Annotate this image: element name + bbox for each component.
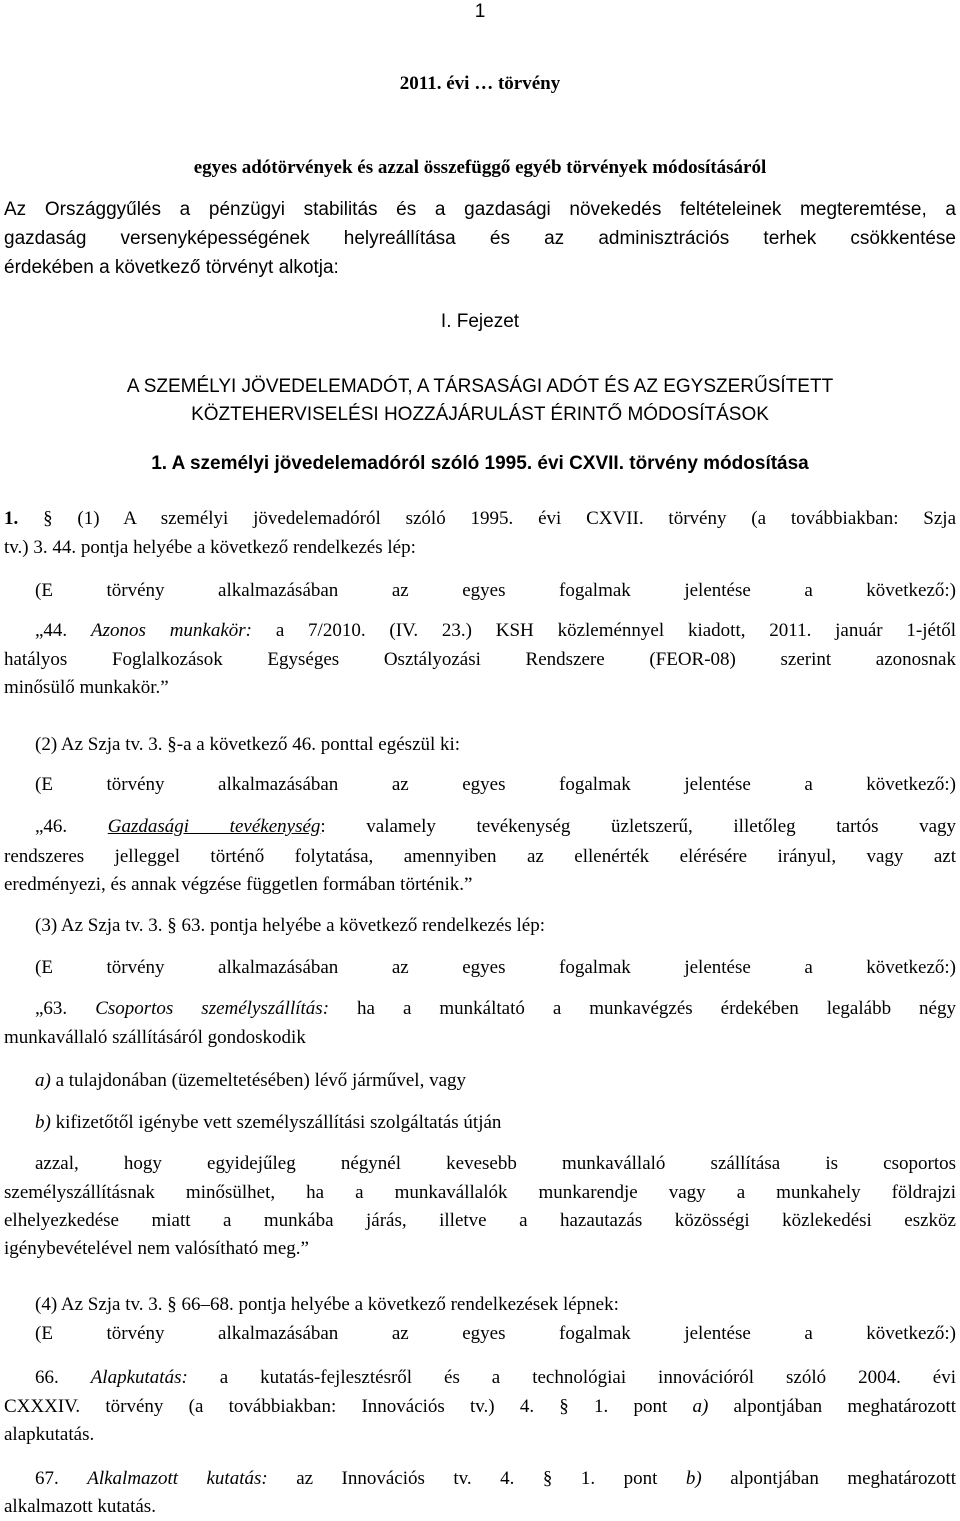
definition-lead: 66. (35, 1367, 91, 1388)
definition-term: Alkalmazott kutatás: (87, 1468, 268, 1489)
list-item-a (35, 1069, 956, 1093)
definition-44-line: hatályos Foglalkozások Egységes Osztályozási Rendszere (FEOR-08) szerint azonosnak (4, 649, 956, 670)
definition-term: Alapkutatás: (90, 1367, 188, 1388)
definition-67-line: alkalmazott kutatás. (4, 1496, 156, 1517)
definition-term: Gazdasági tevékenység (107, 816, 321, 837)
closing-clause-line: személyszállításnak minősülhet, ha a munkavállalók munkarendje vagy a munkahely földrajzi (4, 1182, 956, 1203)
section-number: 1. (4, 508, 19, 529)
definition-text: alpontjában meghatározott (701, 1468, 956, 1489)
definition-66-line: alapkutatás. (4, 1424, 95, 1445)
preamble-line: Az Országgyűlés a pénzügyi stabilitás és a gazdasági növekedés feltételeinek megteremtése, a (4, 199, 956, 220)
definition-44-line (35, 619, 956, 643)
paragraph-2: (2) Az Szja tv. 3. §-a a következő 46. ponttal egészül ki: (35, 734, 461, 755)
paragraph-4: (4) Az Szja tv. 3. § 66–68. pontja helyébe a következő rendelkezések lépnek: (35, 1294, 619, 1315)
closing-clause-line: elhelyezkedése miatt a munkába járás, illetve a hazautazás közösségi közlekedési eszköz (4, 1210, 956, 1231)
definition-text: az Innovációs tv. 4. § 1. pont (267, 1468, 686, 1489)
definition-text: alpontjában meghatározott (708, 1396, 957, 1417)
definition-66-line (35, 1366, 956, 1390)
list-item-b (35, 1111, 956, 1135)
item-text: a tulajdonában (üzemeltetésében) lévő járművel, vagy (50, 1070, 467, 1091)
closing-clause-line: azzal, hogy egyidejűleg négynél kevesebb munkavállaló szállítása is csoportos (35, 1153, 956, 1174)
definition-term: Azonos munkakör: (91, 620, 253, 641)
paragraph-1-line: tv.) 3. 44. pontja helyébe a következő rendelkezés lép: (4, 537, 416, 558)
definition-67-line (35, 1467, 956, 1491)
definition-lead: 67. (35, 1468, 88, 1489)
definition-lead: „63. (35, 998, 96, 1019)
definition-term: Csoportos személyszállítás: (95, 998, 330, 1019)
point-label: b) (685, 1468, 702, 1489)
law-title: 2011. évi … törvény (399, 73, 561, 94)
definition-lead: „44. (35, 620, 91, 641)
definition-44-line: minősülő munkakör.” (4, 677, 169, 698)
item-text: kifizetőtől igénybe vett személyszállítási szolgáltatás útján (50, 1112, 502, 1133)
definition-lead: „46. (35, 816, 108, 837)
definition-46-line: rendszeres jelleggel történő folytatása, amennyiben az ellenérték elérésére irányul, vagy azt (4, 846, 956, 867)
definition-text: : valamely tevékenység üzletszerű, illetőleg tartós vagy (320, 816, 957, 837)
point-label: a) (692, 1396, 709, 1417)
definition-46-line: eredményezi, és annak végzése független formában történik.” (4, 874, 473, 895)
context-clause: (E törvény alkalmazásában az egyes fogalmak jelentése a következő:) (35, 957, 956, 978)
paragraph-text: (1) A személyi jövedelemadóról szóló 1995. évi CXVII. törvény (a továbbiakban: Szja (77, 508, 957, 529)
definition-text: a 7/2010. (IV. 23.) KSH közleménnyel kiadott, 2011. január 1-jétől (252, 620, 957, 641)
definition-66-line (4, 1395, 956, 1419)
context-clause: (E törvény alkalmazásában az egyes fogalmak jelentése a következő:) (35, 774, 956, 795)
page-number: 1 (474, 1, 486, 22)
paragraph-3: (3) Az Szja tv. 3. § 63. pontja helyébe a következő rendelkezés lép: (35, 915, 546, 936)
closing-clause-line: igénybevételével nem valósítható meg.” (4, 1238, 309, 1259)
chapter-title-line: KÖZTEHERVISELÉSI HOZZÁJÁRULÁST ÉRINTŐ MÓDOSÍTÁSOK (191, 404, 769, 425)
section-sign: § (43, 508, 53, 529)
definition-63-line: munkavállaló szállításáról gondoskodik (4, 1027, 306, 1048)
definition-text: CXXXIV. törvény (a továbbiakban: Innovációs tv.) 4. § 1. pont (4, 1396, 693, 1417)
context-clause: (E törvény alkalmazásában az egyes fogalmak jelentése a következő:) (35, 580, 956, 601)
definition-text: a kutatás-fejlesztésről és a technológiai innovációról szóló 2004. évi (187, 1367, 957, 1388)
paragraph-1-head (4, 507, 956, 531)
definition-text: ha a munkáltató a munkavégzés érdekében legalább négy (329, 998, 956, 1019)
preamble-line: érdekében a következő törvényt alkotja: (4, 257, 339, 278)
item-label: a) (35, 1070, 51, 1091)
definition-46-line (35, 815, 956, 839)
law-subtitle: egyes adótörvények és azzal összefüggő egyéb törvények módosításáról (193, 157, 767, 178)
section-title: 1. A személyi jövedelemadóról szóló 1995. évi CXVII. törvény módosítása (151, 453, 809, 474)
chapter-title-line: A SZEMÉLYI JÖVEDELEMADÓT, A TÁRSASÁGI ADÓT ÉS AZ EGYSZERŰSÍTETT (126, 376, 834, 397)
preamble-line: gazdaság versenyképességének helyreállítása és az adminisztrációs terhek csökkentése (4, 228, 956, 249)
definition-63-line (35, 997, 956, 1021)
context-clause: (E törvény alkalmazásában az egyes fogalmak jelentése a következő:) (35, 1323, 956, 1344)
chapter-heading: I. Fejezet (440, 311, 520, 332)
item-label: b) (35, 1112, 51, 1133)
